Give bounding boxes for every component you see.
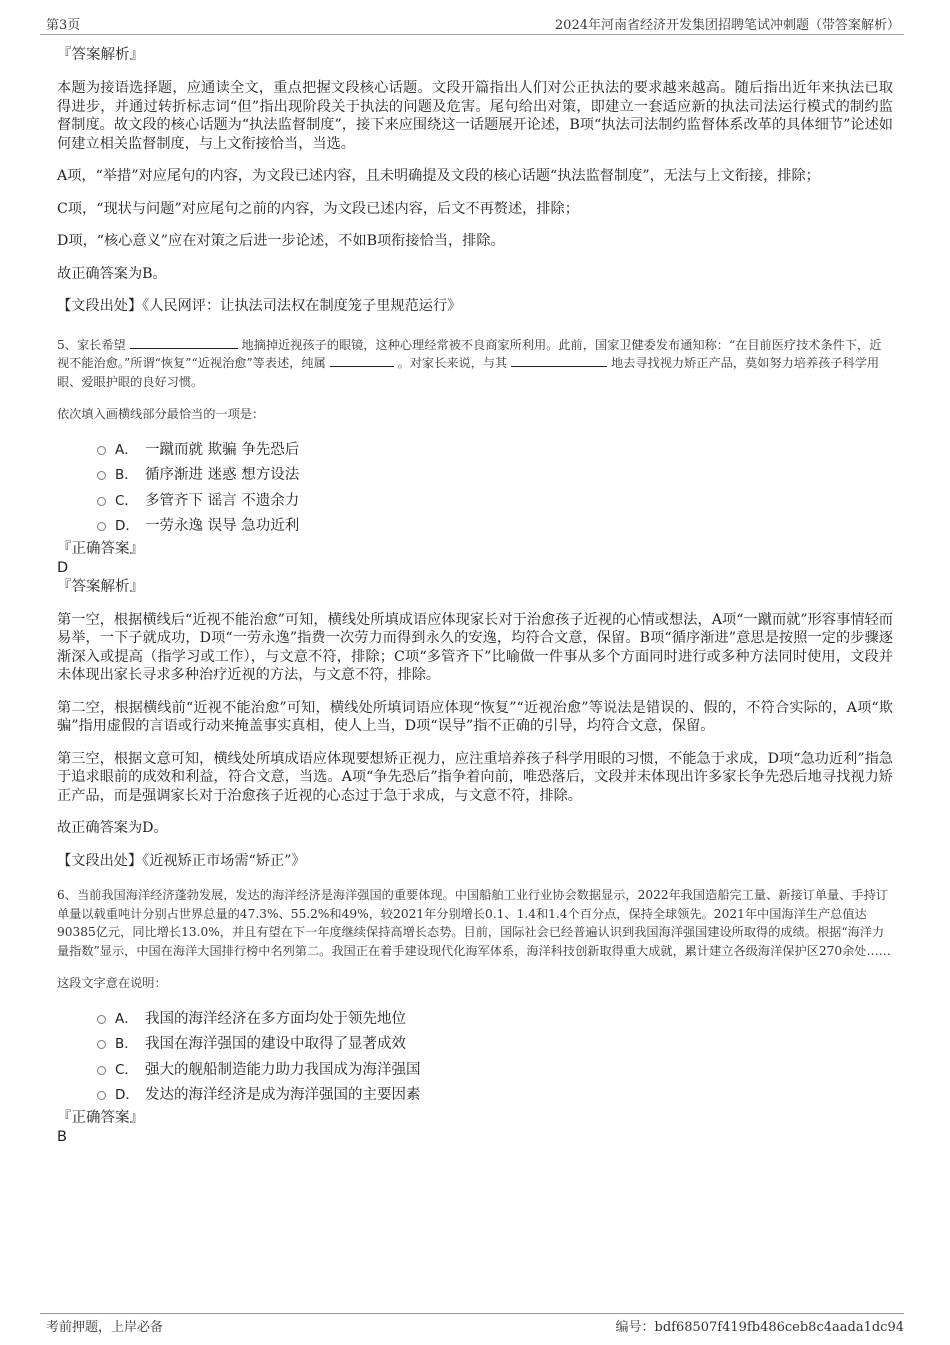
option-letter: D． bbox=[115, 1087, 139, 1103]
question-stem bbox=[57, 336, 893, 392]
analysis-paragraph: 本题为接语选择题，应通读全文，重点把握文段核心话题。文段开篇指出人们对公正执法的要求越来越高。随后指出近年来执法已取得进步，并通过转折标志词“但”指出现阶段关于执法的问题及危害。尾句给出对策，即建立一套适应新的执法司法运行模式的制约监督制度。故文段的核心话题为“执法监督制度”，接下来应围绕这一话题展开论述，B项“执法司法制约监督体系改革的具体细节”论述如何建立相关监督制度，与上文衔接恰当，当选。 bbox=[57, 80, 893, 152]
document-id: 编号：bdf68507f419fb486ceb8c4aada1dc94 bbox=[615, 1320, 904, 1335]
option-letter: B． bbox=[115, 467, 138, 483]
analysis-label: 『答案解析』 bbox=[57, 578, 144, 595]
option-a[interactable] bbox=[57, 1007, 893, 1033]
correct-answer-label: 『正确答案』 bbox=[57, 540, 144, 557]
stem-part: 地去寻找视力矫正产品，莫如努力培养孩子科学用眼、爱眼护眼的良好习惯。 bbox=[57, 356, 880, 389]
answer-statement: 故正确答案为B。 bbox=[57, 265, 167, 282]
question-prompt: 依次填入画横线部分最恰当的一项是： bbox=[57, 407, 265, 421]
option-d[interactable] bbox=[57, 514, 893, 540]
radio-icon[interactable] bbox=[97, 1015, 106, 1024]
question-stem: 6、当前我国海洋经济蓬勃发展，发达的海洋经济是海洋强国的重要体现。中国船舶工业行业协会数据显示，2022年我国造船完工量、新接订单量、手持订单量以载重吨计分别占世界总量的47.3%、55.2%和49%，较2021年分别增长0.1、1.4和1.4个百分点，保持全球领先。2021年中国海洋生产总值达90385亿元，同比增长13.0%，并且有望在下一年度继续保持高增长态势。目前，国际社会已经普遍认识到我国海洋强国建设所取得的成绩。根据“海洋力量指数”显示，中国在海洋大国排行榜中名列第二。我国正在着手建设现代化海军体系，海洋科技创新取得重大成就，累计建立各级海洋保护区270余处…… bbox=[57, 888, 891, 958]
fill-blank bbox=[511, 354, 607, 367]
analysis-paragraph: C项，“现状与问题”对应尾句之前的内容，为文段已述内容，后文不再赘述，排除； bbox=[57, 200, 579, 217]
radio-icon[interactable] bbox=[97, 471, 106, 480]
option-letter: D． bbox=[115, 518, 139, 534]
option-b[interactable] bbox=[57, 463, 893, 489]
correct-answer: B bbox=[57, 1128, 67, 1145]
radio-icon[interactable] bbox=[97, 1066, 106, 1075]
option-text: 我国的海洋经济在多方面均处于领先地位 bbox=[145, 1010, 406, 1027]
analysis-paragraph: 第三空，根据文意可知，横线处所填成语应体现要想矫正视力，应注重培养孩子科学用眼的习惯，不能急于求成，D项“急功近利”指急于追求眼前的成效和利益，符合文意，当选。A项“争先恐后”指争着向前，唯恐落后，文段并未体现出许多家长争先恐后地寻找视力矫正产品，而是强调家长对于治愈孩子近视的心态过于急于求成，与文意不符，排除。 bbox=[57, 750, 893, 804]
option-c[interactable] bbox=[57, 1058, 893, 1084]
page-header bbox=[40, 14, 904, 35]
radio-icon[interactable] bbox=[97, 1040, 106, 1049]
option-letter: A． bbox=[115, 1010, 138, 1027]
page-footer bbox=[40, 1313, 904, 1334]
question-prompt: 这段文字意在说明： bbox=[57, 976, 167, 990]
option-text: 强大的舰船制造能力助力我国成为海洋强国 bbox=[145, 1061, 421, 1078]
analysis-paragraph: D项，“核心意义”应在对策之后进一步论述，不如B项衔接恰当，排除。 bbox=[57, 233, 505, 249]
option-text: 我国在海洋强国的建设中取得了显著成效 bbox=[145, 1036, 406, 1052]
option-d[interactable] bbox=[57, 1083, 893, 1109]
stem-part: 地摘掉近视孩子的眼镜，这种心理经常被不良商家所利用。此前，国家卫健委发布通知称：“在目前医疗技术条件下，近视不能治愈。”所谓“恢复”“近视治愈”等表述，纯属 bbox=[57, 337, 882, 370]
option-text: 循序渐进 迷惑 想方设法 bbox=[145, 467, 300, 483]
stem-part: 。对家长来说，与其 bbox=[397, 356, 508, 370]
option-text: 一蹴而就 欺骗 争先恐后 bbox=[145, 441, 300, 458]
footer-slogan: 考前押题，上岸必备 bbox=[46, 1320, 164, 1335]
analysis-paragraph: 第一空，根据横线后“近视不能治愈”可知，横线处所填成语应体现家长对于治愈孩子近视的心情或想法，A项“一蹴而就”形容事情轻而易举，一下子就成功，D项“一劳永逸”指费一次劳力而得到永久的安逸，均符合文意，保留。B项“循序渐进”意思是按照一定的步骤逐渐深入或提高（指学习或工作），与文意不符，排除；C项“多管齐下”比喻做一件事从多个方面同时进行或多种方法同时使用，文段并未体现出家长寻求多种治疗近视的方法，与文意不符，排除。 bbox=[57, 611, 893, 683]
option-c[interactable] bbox=[57, 489, 893, 515]
document-title: 2024年河南省经济开发集团招聘笔试冲刺题（带答案解析） bbox=[554, 18, 900, 33]
analysis-label: 『答案解析』 bbox=[57, 47, 144, 63]
correct-answer-label: 『正确答案』 bbox=[57, 1109, 144, 1126]
option-letter: C． bbox=[115, 492, 138, 509]
option-b[interactable] bbox=[57, 1032, 893, 1058]
option-text: 一劳永逸 误导 急功近利 bbox=[145, 518, 300, 534]
option-a[interactable] bbox=[57, 438, 893, 464]
radio-icon[interactable] bbox=[97, 522, 106, 531]
document-body bbox=[57, 46, 893, 1147]
radio-icon[interactable] bbox=[97, 497, 106, 506]
option-text: 发达的海洋经济是成为海洋强国的主要因素 bbox=[145, 1087, 421, 1103]
stem-part: 5、家长希望 bbox=[57, 337, 126, 352]
option-letter: A． bbox=[115, 441, 138, 458]
answer-statement: 故正确答案为D。 bbox=[57, 820, 168, 836]
page-number: 第3页 bbox=[46, 18, 81, 33]
option-letter: B． bbox=[115, 1036, 138, 1052]
radio-icon[interactable] bbox=[97, 446, 106, 455]
source-citation: 【文段出处】《近视矫正市场需“矫正”》 bbox=[57, 852, 306, 869]
fill-blank bbox=[330, 354, 394, 367]
fill-blank bbox=[130, 336, 238, 349]
radio-icon[interactable] bbox=[97, 1091, 106, 1100]
analysis-paragraph: 第二空，根据横线前“近视不能治愈”可知，横线处所填词语应体现“恢复”“近视治愈”等说法是错误的、假的，不符合实际的，A项“欺骗”指用虚假的言语或行动来掩盖事实真相，使人上当，D项“误导”指不正确的引导，均符合文意，保留。 bbox=[57, 699, 893, 734]
source-citation: 【文段出处】《人民网评：让执法司法权在制度笼子里规范运行》 bbox=[57, 298, 462, 314]
analysis-paragraph: A项，“举措”对应尾句的内容，为文段已述内容，且未明确提及文段的核心话题“执法监督制度”，无法与上文衔接，排除； bbox=[57, 168, 820, 184]
option-letter: C． bbox=[115, 1061, 138, 1078]
correct-answer: D bbox=[57, 559, 69, 576]
option-text: 多管齐下 谣言 不遗余力 bbox=[145, 492, 300, 509]
